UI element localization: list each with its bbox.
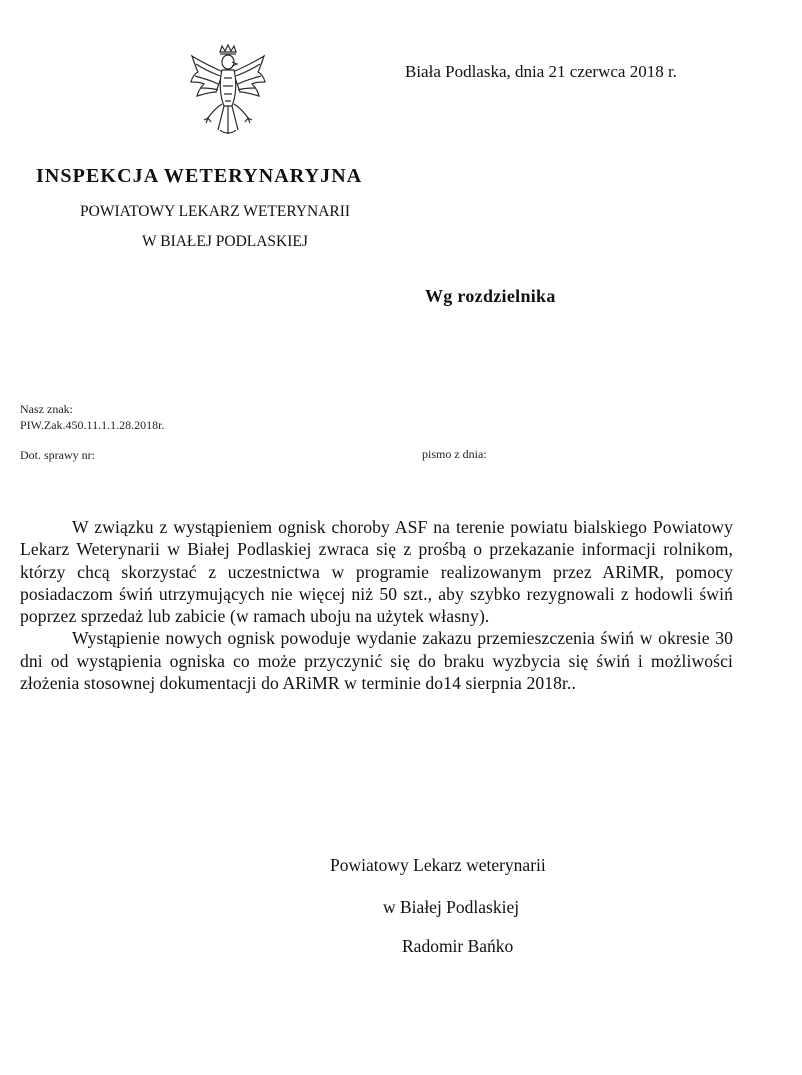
our-reference-value: PIW.Zak.450.11.1.1.28.2018r.: [20, 418, 165, 432]
signatory-name: Radomir Bańko: [402, 936, 514, 956]
letter-date-label: pismo z dnia:: [422, 447, 487, 461]
our-reference-label: Nasz znak:: [20, 402, 73, 416]
institution-name: INSPEKCJA WETERYNARYJNA: [36, 165, 363, 187]
office-title: POWIATOWY LEKARZ WETERYNARII: [80, 203, 351, 220]
recipient: Wg rozdzielnika: [425, 286, 556, 306]
signatory-location: w Białej Podlaskiej: [383, 897, 520, 917]
body-paragraph-2: Wystąpienie nowych ognisk powoduje wydanie zakazu przemieszczenia świń w okresie 30 dni od wystąpienia ogniska co może przyczynić się do braku wyzbycia się świń i możliwości złożenia stosownej dokumentacji do ARiMR w terminie do14 sierpnia 2018r..: [20, 628, 733, 694]
case-number-label: Dot. sprawy nr:: [20, 448, 95, 462]
polish-eagle-emblem-icon: [186, 42, 270, 140]
letter-body: [20, 516, 733, 694]
signatory-title: Powiatowy Lekarz weterynarii: [330, 855, 546, 875]
place-and-date: Biała Podlaska, dnia 21 czerwca 2018 r.: [405, 62, 677, 81]
office-location: W BIAŁEJ PODLASKIEJ: [142, 233, 308, 250]
body-paragraph-1: W związku z wystąpieniem ognisk choroby ASF na terenie powiatu bialskiego Powiatowy Lekarz Weterynarii w Białej Podlaskiej zwraca się z prośbą o przekazanie informacji rolnikom, którzy chcą skorzystać z uczestnictwa w programie realizowanym przez ARiMR, pomocy posiadaczom świń utrzymujących nie więcej niż 50 szt., aby szybko rezygnowali z hodowli świń poprzez sprzedaż lub zabicie (w ramach uboju na użytek własny).: [20, 517, 733, 627]
